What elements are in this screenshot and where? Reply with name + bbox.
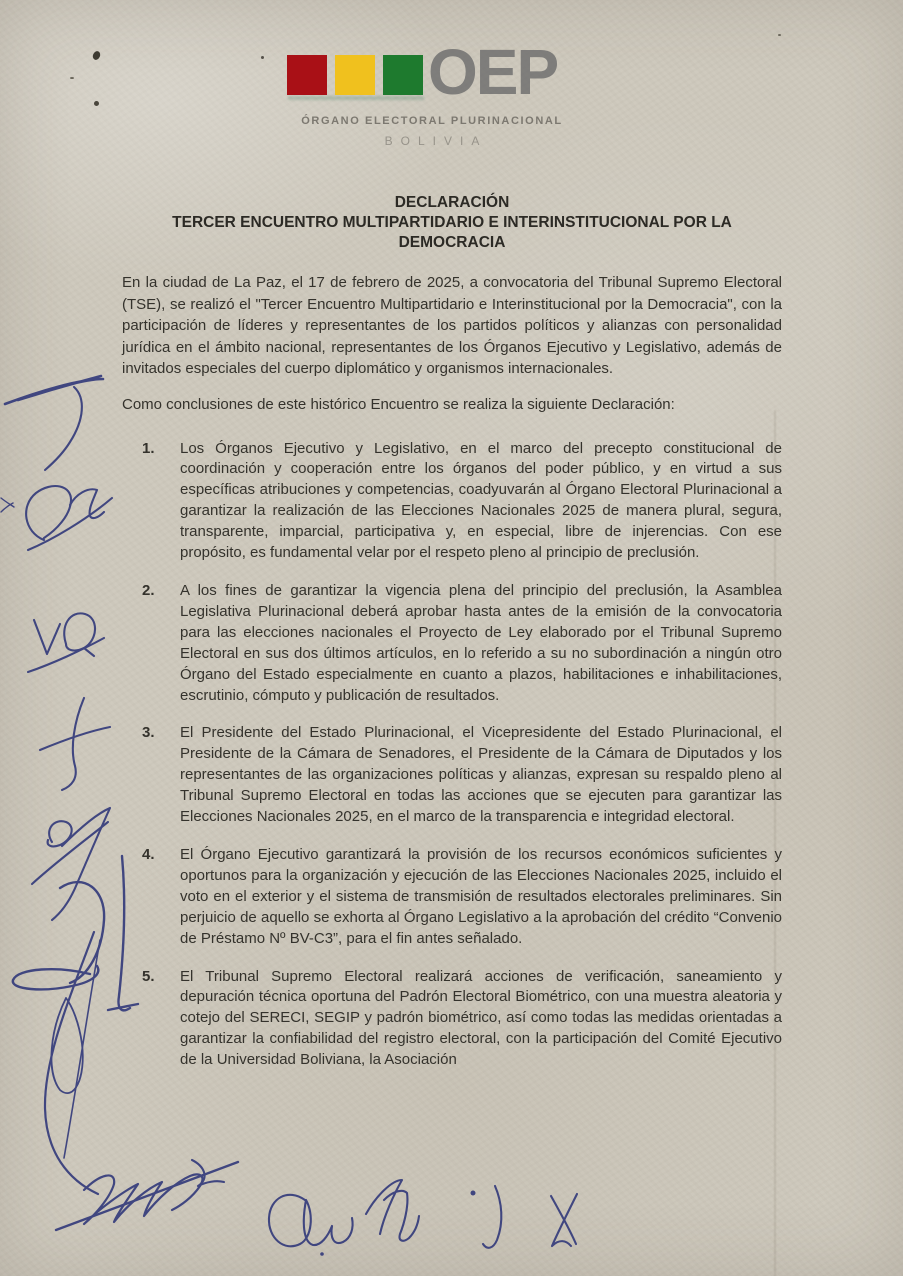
item-number: 5.: [142, 967, 155, 985]
margin-initial-5c: [32, 822, 108, 884]
margin-signature-innerloop: [51, 998, 82, 1093]
margin-signature-sweep: [45, 932, 98, 1194]
margin-initial-1-tail: [45, 387, 82, 470]
logo-underline-smear: [288, 96, 424, 100]
lead-in-paragraph: Como conclusiones de este histórico Encuentro se realiza la siguiente Declaración:: [122, 395, 675, 413]
margin-initial-5b: [52, 808, 110, 920]
oep-logo-acronym: OEP: [428, 36, 558, 108]
margin-signature-cross: [64, 940, 100, 1158]
document-title: [122, 193, 782, 253]
bottom-signature-1-z: [192, 1160, 224, 1186]
declaration-item-3: [122, 723, 782, 828]
flag-yellow-square: [335, 55, 375, 95]
bottom-signature-2: [269, 1195, 353, 1246]
bottom-signature-5: [551, 1194, 577, 1246]
logo-country: BOLIVIA: [384, 134, 488, 148]
item-text: El Tribunal Supremo Electoral realizará acciones de verificación, saneamiento y depuración técnica oportuna del Padrón Electoral Biométrico, con una muestra aleatoria y cotejo del SERECI, SEGIP y padrón biométrico, así como todas las medidas orientadas a garantizar la confiabilidad del registro electoral, con la participación del Comité Ejecutivo de la Universidad Boliviana, la Asociación: [180, 967, 782, 1069]
scan-speck: [778, 34, 781, 36]
document-title-line1: DECLARACIÓN: [394, 194, 510, 211]
margin-initial-4: [40, 698, 110, 790]
intro-paragraph: En la ciudad de La Paz, el 17 de febrero de 2025, a convocatoria del Tribunal Supremo Electoral (TSE), se realizó el "Tercer Encuentro Multipartidario e Interinstitucional por la Democracia", con la participación de líderes y representantes de los partidos políticos y alianzas con personalidad jurídica en el ámbito nacional, representantes de los Órganos Ejecutivo y Legislativo, además de invitados especiales del cuerpo diplomático y organismos internacionales.: [122, 274, 782, 378]
declaration-item-4: [122, 845, 782, 950]
scan-speck: [261, 56, 264, 59]
bottom-signature-1-line: [56, 1162, 238, 1230]
item-text: El Órgano Ejecutivo garantizará la provisión de los recursos económicos suficientes y oportunos para la organización y ejecución de las Elecciones Nacionales 2025, incluido el voto en el exterior y el sistema de transmisión de resultados electorales preliminares. Sin perjuicio de aquello se exhorta al Órgano Legislativo a la aprobación del crédito “Convenio de Préstamo Nº BV-C3”, para el fin antes señalado.: [180, 845, 782, 947]
item-text: El Presidente del Estado Plurinacional, el Vicepresidente del Estado Plurinacional, el Presidente de la Cámara de Senadores, el Presidente de la Cámara de Diputados y los representantes de las organizaciones políticas y alianzas, expresan su respaldo pleno al Tribunal Supremo Electoral en todas las acciones que se ejecuten para garantizar las Elecciones Nacionales 2025, en el marco de la transparencia e integridad electoral.: [180, 724, 782, 826]
bottom-signature-2-dot: [320, 1252, 324, 1256]
declaration-item-5: [122, 967, 782, 1072]
margin-initial-5: [48, 821, 72, 846]
document-body: [122, 193, 782, 1088]
scan-speck: [94, 101, 99, 106]
item-number: 3.: [142, 724, 155, 742]
bottom-signature-4: [483, 1186, 501, 1248]
bolivia-flag-squares-icon: [287, 55, 423, 95]
document-title-line2: TERCER ENCUENTRO MULTIPARTIDARIO E INTERINSTITUCIONAL POR LA DEMOCRACIA: [172, 214, 732, 251]
margin-initial-2b: [70, 489, 104, 518]
margin-initial-1: [5, 376, 103, 404]
item-number: 2.: [142, 582, 155, 599]
flag-green-square: [383, 55, 423, 95]
margin-initial-2: [26, 486, 71, 540]
scan-speck: [91, 50, 101, 61]
logo-org-name: ÓRGANO ELECTORAL PLURINACIONAL: [301, 115, 563, 127]
margin-initial-3-underline: [28, 638, 104, 672]
bottom-signature-4-dot: [471, 1191, 476, 1196]
margin-tick: [1, 498, 14, 512]
flag-red-square: [287, 55, 327, 95]
item-number: 4.: [142, 845, 155, 863]
bottom-signature-1: [84, 1174, 202, 1224]
declaration-item-2: [122, 581, 782, 706]
item-text: A los fines de garantizar la vigencia plena del principio del preclusión, la Asamblea Legislativa Plurinacional deberá aprobar hasta antes de la emisión de la convocatoria para las elecciones nacionales el Proyecto de Ley elaborado por el Tribunal Supremo Electoral en sus dos últimos artículos, en lo referido a su no subordinación a ningún otro Órgano del Estado especialmente en cuanto a plazos, habilitaciones e inhabilitaciones, escrutinio, cómputo y publicación de resultados.: [180, 582, 782, 704]
declaration-item-1: [122, 439, 782, 564]
bottom-signature-3: [366, 1180, 419, 1241]
item-number: 1.: [142, 439, 155, 457]
margin-initial-3: [34, 613, 95, 656]
item-text: Los Órganos Ejecutivo y Legislativo, en el marco del precepto constitucional de coordinación y cooperación entre los órganos del poder público, y en virtud a sus específicas atribuciones y competencias, coadyuvarán al Órgano Electoral Plurinacional a garantizar la realización de las Elecciones Nacionales 2025 de manera plural, segura, transparente, imparcial, participativa y, en especial, libre de injerencias. Con ese propósito, es fundamental velar por el respeto pleno al principio de preclusión.: [180, 439, 782, 562]
margin-initial-2-underline: [28, 498, 112, 550]
scan-speck: [70, 77, 74, 79]
margin-signature-ellipse: [13, 966, 98, 989]
margin-signature-loop: [60, 882, 104, 983]
